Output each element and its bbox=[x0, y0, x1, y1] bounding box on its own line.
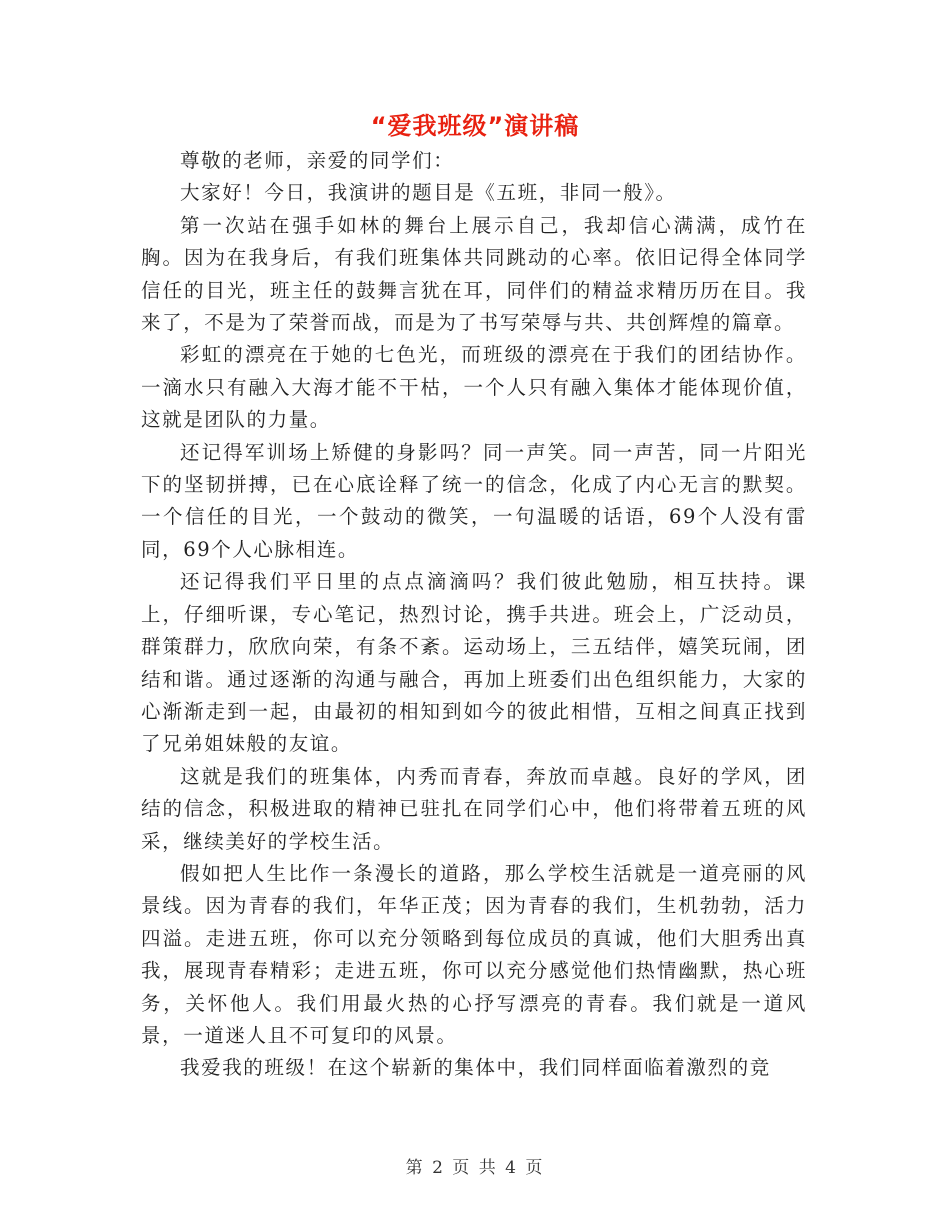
paragraph-military-training: 还记得军训场上矫健的身影吗？同一声笑。同一声苦，同一片阳光下的坚韧拼搏，已在心底诠释了统一的信念，化成了内心无言的默契。一个信任的目光，一个鼓动的微笑，一句温暖的话语，69个人没有雷同，69个人心脉相连。 bbox=[141, 440, 807, 561]
paragraph-school-life: 假如把人生比作一条漫长的道路，那么学校生活就是一道亮丽的风景线。因为青春的我们，年华正茂；因为青春的我们，生机勃勃，活力四溢。走进五班，你可以充分领略到每位成员的真诚，他们大胆秀出真我，展现青春精彩；走进五班，你可以充分感觉他们热情幽默，热心班务，关怀他人。我们用最火热的心抒写漂亮的青春。我们就是一道风景，一道迷人且不可复印的风景。 bbox=[141, 861, 807, 1047]
paragraph-stage: 第一次站在强手如林的舞台上展示自己，我却信心满满，成竹在胸。因为在我身后，有我们班集体共同跳动的心率。依旧记得全体同学信任的目光，班主任的鼓舞言犹在耳，同伴们的精益求精历历在目。我来了，不是为了荣誉而战，而是为了书写荣辱与共、共创辉煌的篇章。 bbox=[141, 213, 807, 335]
paragraph-salutation: 尊敬的老师，亲爱的同学们： bbox=[180, 149, 455, 172]
paragraph-greeting: 大家好！今日，我演讲的题目是《五班，非同一般》。 bbox=[180, 181, 677, 205]
page-footer: 第 2 页 共 4 页 bbox=[405, 1158, 545, 1178]
paragraph-love-class: 我爱我的班级！在这个崭新的集体中，我们同样面临着激烈的竞 bbox=[180, 1056, 771, 1080]
page-title: “爱我班级”演讲稿 bbox=[370, 112, 580, 140]
speech-body bbox=[141, 145, 807, 1085]
paragraph-daily-life: 还记得我们平日里的点点滴滴吗？我们彼此勉励，相互扶持。课上，仔细听课，专心笔记，热烈讨论，携手共进。班会上，广泛动员，群策群力，欣欣向荣，有条不紊。运动场上，三五结伴，嬉笑玩闹，团结和谐。通过逐渐的沟通与融合，再加上班委们出色组织能力，大家的心渐渐走到一起，由最初的相知到如今的彼此相惜，互相之间真正找到了兄弟姐妹般的友谊。 bbox=[141, 570, 807, 756]
paragraph-class-collective: 这就是我们的班集体，内秀而青春，奔放而卓越。良好的学风，团结的信念，积极进取的精神已驻扎在同学们心中，他们将带着五班的风采，继续美好的学校生活。 bbox=[141, 764, 807, 853]
paragraph-rainbow: 彩虹的漂亮在于她的七色光，而班级的漂亮在于我们的团结协作。一滴水只有融入大海才能不干枯，一个人只有融入集体才能体现价值，这就是团队的力量。 bbox=[141, 343, 807, 432]
